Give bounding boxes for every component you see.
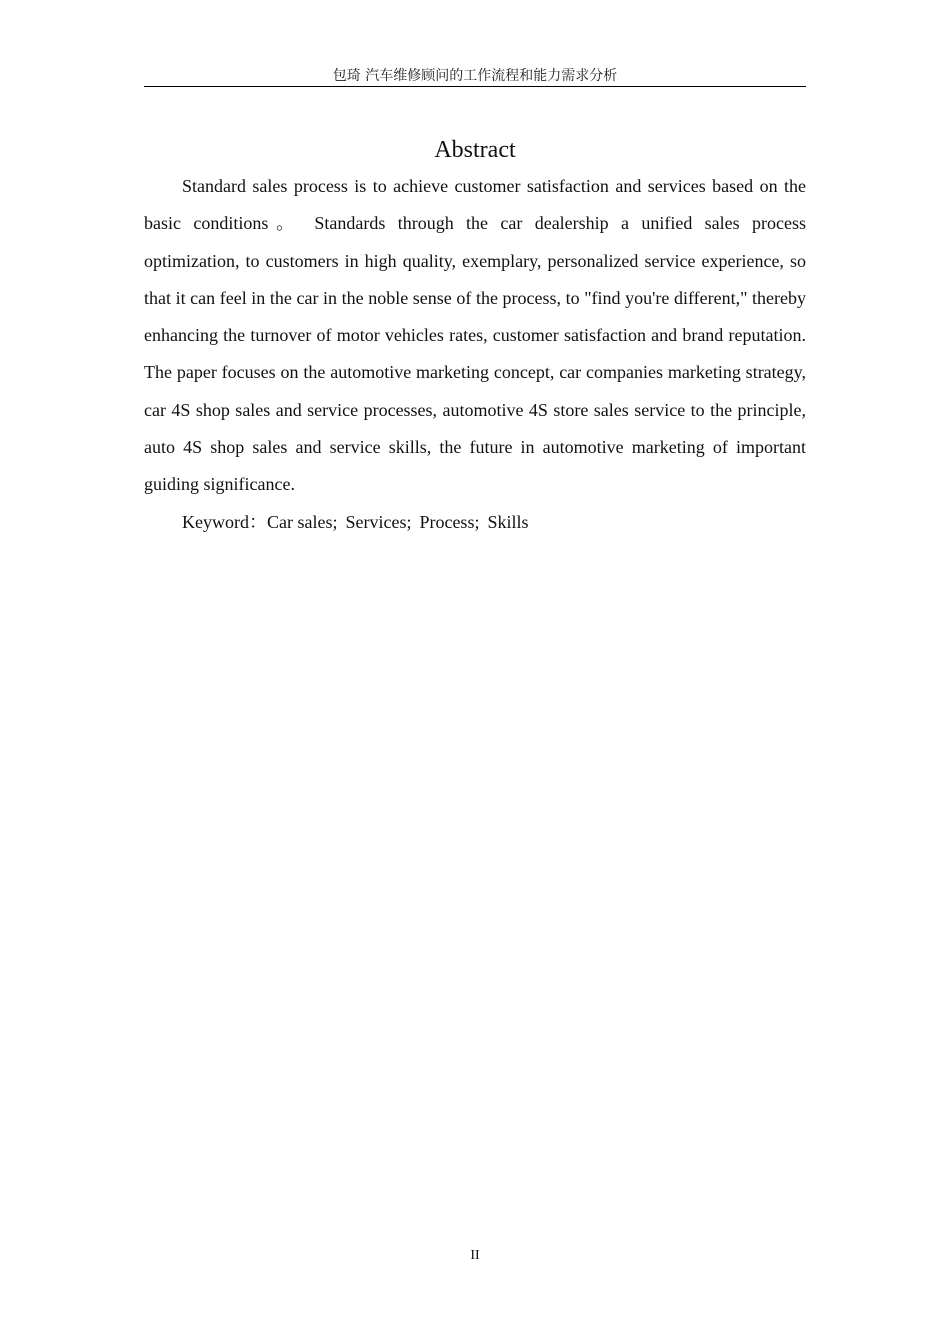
running-header: 包琦 汽车维修顾问的工作流程和能力需求分析 bbox=[144, 66, 806, 87]
keyword-item: Skills bbox=[487, 512, 529, 532]
keywords-line bbox=[144, 504, 806, 541]
page-number: II bbox=[470, 1248, 480, 1263]
keyword-item: Process; bbox=[419, 512, 480, 532]
abstract-heading: Abstract bbox=[434, 137, 516, 163]
keywords-label: Keyword： bbox=[182, 512, 267, 532]
keyword-item: Car sales; bbox=[266, 512, 338, 532]
abstract-body: Standard sales process is to achieve customer satisfaction and services based on the basic conditions。 Standards through the car dealership a unified sales process optimization, to customers in high quality, exemplary, personalized service experience, so that it can feel in the car in the noble sense of the process, to "find you're different," thereby enhancing the turnover of motor vehicles rates, customer satisfaction and brand reputation. The paper focuses on the automotive marketing concept, car companies marketing strategy, car 4S shop sales and service processes, automotive 4S store sales service to the principle, auto 4S shop sales and service skills, the future in automotive marketing of important guiding significance. bbox=[144, 176, 806, 495]
keyword-item: Services; bbox=[345, 512, 412, 532]
